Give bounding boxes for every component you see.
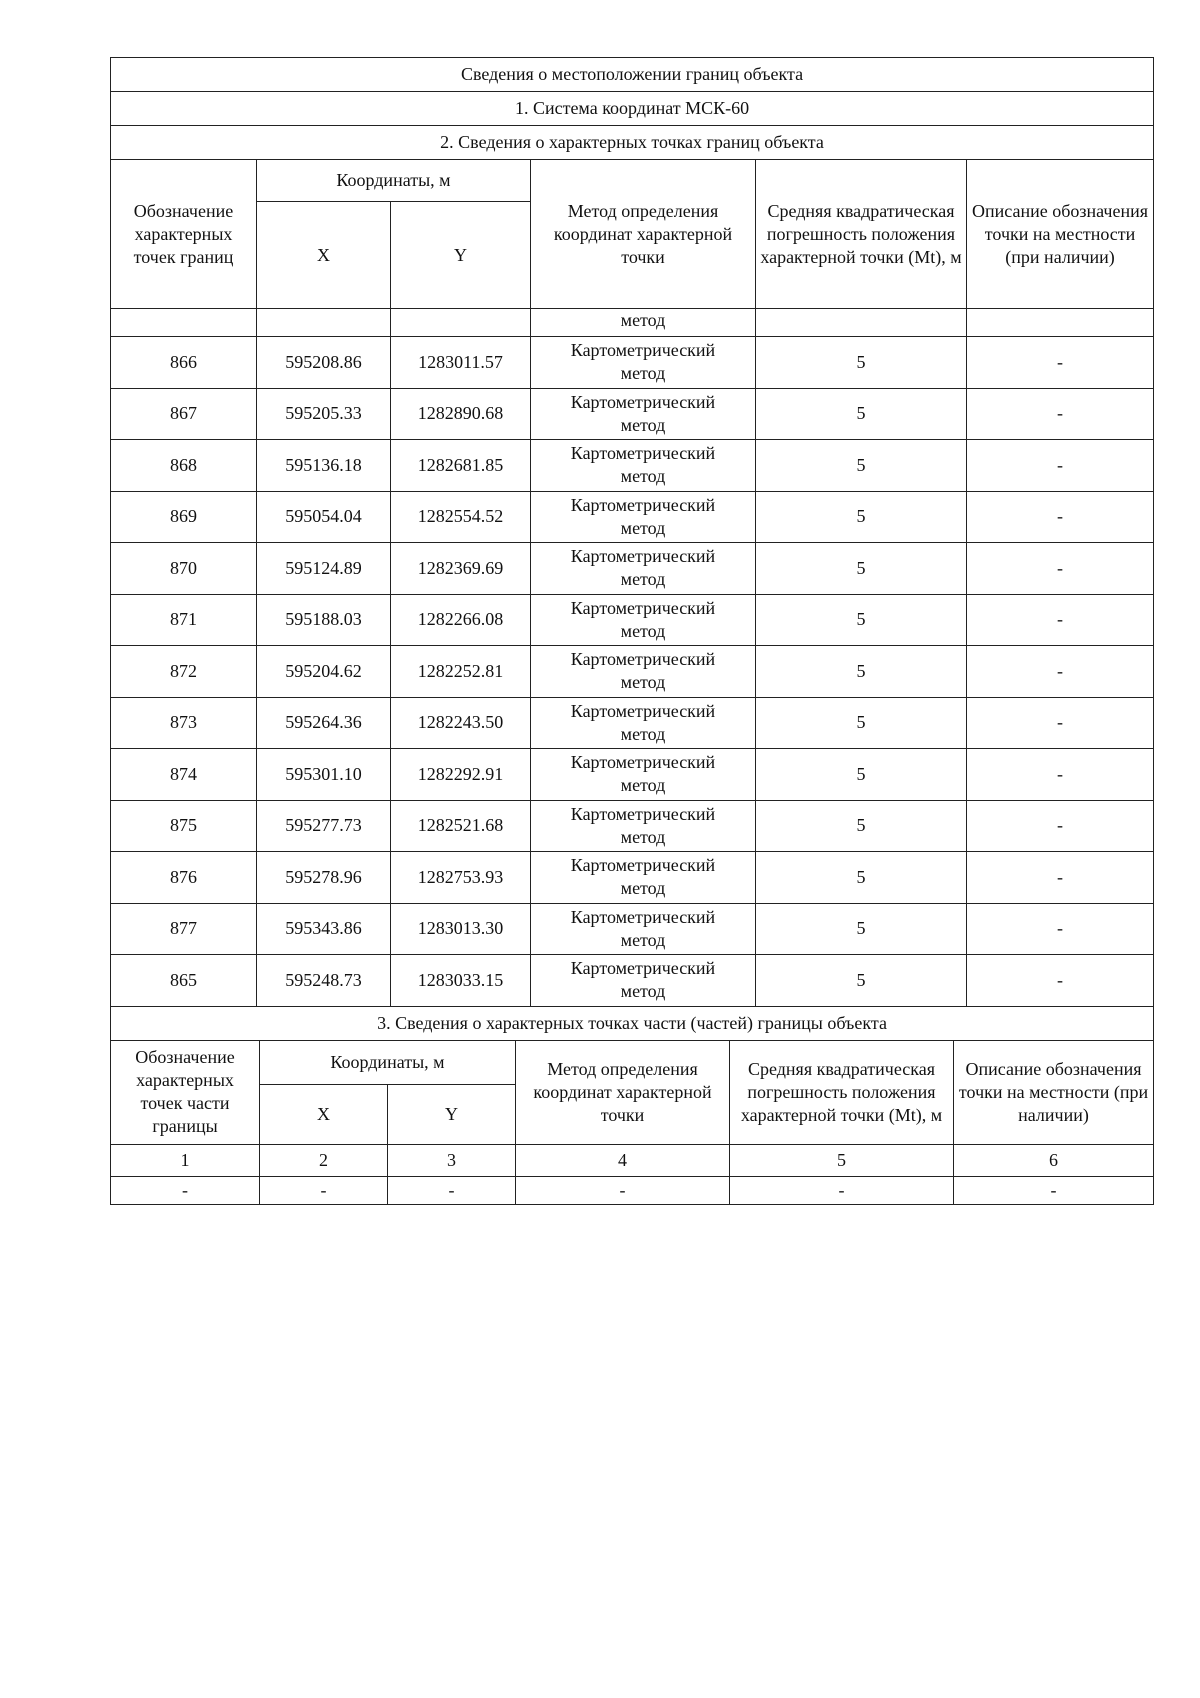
y-cell: 1282369.69 [391, 543, 531, 595]
header-x: X [257, 202, 391, 309]
method-line-1: Картометрический [570, 494, 716, 515]
description-cell: - [967, 491, 1154, 543]
error-cell: 5 [756, 337, 967, 389]
method-cell [531, 749, 756, 801]
point-cell: 867 [111, 388, 257, 440]
error-cell: 5 [756, 903, 967, 955]
method-line-1: Картометрический [570, 597, 716, 618]
table-row [111, 749, 1154, 801]
description-cell: - [967, 594, 1154, 646]
y-cell: 1282243.50 [391, 697, 531, 749]
x-cell: 595136.18 [257, 440, 391, 492]
dash-cell: - [954, 1176, 1154, 1204]
description-cell: - [967, 646, 1154, 698]
method-line-2: метод [620, 620, 666, 641]
error-cell: 5 [756, 388, 967, 440]
table-row [111, 697, 1154, 749]
description-cell: - [967, 388, 1154, 440]
method-line-2: метод [620, 672, 666, 693]
table-row [111, 491, 1154, 543]
method-cell [531, 903, 756, 955]
method-cell [531, 852, 756, 904]
method-cell [531, 337, 756, 389]
method-line-1: Картометрический [570, 649, 716, 670]
description-cell: - [967, 955, 1154, 1007]
table-row [111, 800, 1154, 852]
x-cell: 595124.89 [257, 543, 391, 595]
point-cell: 874 [111, 749, 257, 801]
method-line-2: метод [620, 981, 666, 1002]
x-cell: 595301.10 [257, 749, 391, 801]
boundary-points-table [110, 57, 1154, 1007]
header-method: Метод определения координат характерной точки [531, 160, 756, 309]
part-boundary-points-table [110, 1006, 1154, 1205]
section2-title: 2. Сведения о характерных точках границ объекта [111, 126, 1154, 160]
method-line-1: Картометрический [570, 391, 716, 412]
method-line-2: метод [620, 569, 666, 590]
method-line-1: Картометрический [570, 443, 716, 464]
x-cell: 595204.62 [257, 646, 391, 698]
header3-error: Средняя квадратическая погрешность положения характерной точки (Mt), м [730, 1040, 954, 1144]
description-cell: - [967, 903, 1154, 955]
x-cell: 595054.04 [257, 491, 391, 543]
point-cell: 875 [111, 800, 257, 852]
y-cell: 1283033.15 [391, 955, 531, 1007]
x-cell: 595264.36 [257, 697, 391, 749]
method-line-2: метод [620, 929, 666, 950]
header-error: Средняя квадратическая погрешность положения характерной точки (Mt), м [756, 160, 967, 309]
point-cell: 868 [111, 440, 257, 492]
point-cell: 876 [111, 852, 257, 904]
section-title: Сведения о местоположении границ объекта [111, 58, 1154, 92]
table-row [111, 955, 1154, 1007]
x-cell: 595278.96 [257, 852, 391, 904]
point-cell: 865 [111, 955, 257, 1007]
y-cell: 1282681.85 [391, 440, 531, 492]
method-cell [531, 491, 756, 543]
description-cell: - [967, 697, 1154, 749]
method-line-1: Картометрический [570, 803, 716, 824]
col-number: 2 [260, 1144, 388, 1176]
method-cell [531, 955, 756, 1007]
method-line-1: Картометрический [570, 906, 716, 927]
description-cell: - [967, 440, 1154, 492]
dash-cell: - [388, 1176, 516, 1204]
y-cell: 1283011.57 [391, 337, 531, 389]
description-cell: - [967, 800, 1154, 852]
col-number: 6 [954, 1144, 1154, 1176]
col-number: 1 [111, 1144, 260, 1176]
x-cell: 595343.86 [257, 903, 391, 955]
method-line-1: Картометрический [570, 752, 716, 773]
document-page [110, 57, 1153, 1205]
y-cell: 1283013.30 [391, 903, 531, 955]
point-cell: 877 [111, 903, 257, 955]
table-row [111, 543, 1154, 595]
error-cell: 5 [756, 697, 967, 749]
method-line-1: Картометрический [570, 855, 716, 876]
method-line-2: метод [620, 363, 666, 384]
header3-method: Метод определения координат характерной точки [516, 1040, 730, 1144]
y-cell: 1282890.68 [391, 388, 531, 440]
method-line-1: Картометрический [570, 340, 716, 361]
y-cell: 1282252.81 [391, 646, 531, 698]
table-row-stub [111, 309, 1154, 337]
method-cell [531, 388, 756, 440]
table-row [111, 903, 1154, 955]
method-cell [531, 543, 756, 595]
x-cell: 595277.73 [257, 800, 391, 852]
method-cell [531, 594, 756, 646]
header-point-designation: Обозначение характерных точек границ [111, 160, 257, 309]
point-cell: 866 [111, 337, 257, 389]
dash-cell: - [516, 1176, 730, 1204]
error-cell: 5 [756, 749, 967, 801]
header-coordinates: Координаты, м [257, 160, 531, 202]
header-y: Y [391, 202, 531, 309]
dash-cell: - [730, 1176, 954, 1204]
x-cell: 595205.33 [257, 388, 391, 440]
point-cell: 873 [111, 697, 257, 749]
stub-method-cell: метод [531, 309, 756, 337]
method-line-1: Картометрический [570, 700, 716, 721]
header3-description: Описание обозначения точки на местности (при наличии) [954, 1040, 1154, 1144]
table-row [111, 388, 1154, 440]
point-cell: 870 [111, 543, 257, 595]
header3-coordinates: Координаты, м [260, 1040, 516, 1084]
method-line-2: метод [620, 723, 666, 744]
x-cell: 595248.73 [257, 955, 391, 1007]
column-number-row [111, 1144, 1154, 1176]
table-row [111, 594, 1154, 646]
method-line-1: Картометрический [570, 958, 716, 979]
method-line-2: метод [620, 878, 666, 899]
method-line-2: метод [620, 775, 666, 796]
dash-cell: - [111, 1176, 260, 1204]
error-cell: 5 [756, 852, 967, 904]
header3-point-designation: Обозначение характерных точек части границы [111, 1040, 260, 1144]
method-line-2: метод [620, 517, 666, 538]
y-cell: 1282266.08 [391, 594, 531, 646]
error-cell: 5 [756, 800, 967, 852]
header3-y: Y [388, 1084, 516, 1144]
method-cell [531, 646, 756, 698]
method-cell [531, 440, 756, 492]
error-cell: 5 [756, 594, 967, 646]
point-cell: 869 [111, 491, 257, 543]
description-cell: - [967, 543, 1154, 595]
error-cell: 5 [756, 543, 967, 595]
empty-data-row [111, 1176, 1154, 1204]
method-line-2: метод [620, 414, 666, 435]
table-row [111, 852, 1154, 904]
method-cell [531, 697, 756, 749]
method-line-2: метод [620, 466, 666, 487]
x-cell: 595188.03 [257, 594, 391, 646]
table-row [111, 440, 1154, 492]
section3-title: 3. Сведения о характерных точках части (частей) границы объекта [111, 1006, 1154, 1040]
point-cell: 871 [111, 594, 257, 646]
point-cell: 872 [111, 646, 257, 698]
coord-system-title: 1. Система координат МСК-60 [111, 92, 1154, 126]
error-cell: 5 [756, 491, 967, 543]
x-cell: 595208.86 [257, 337, 391, 389]
col-number: 5 [730, 1144, 954, 1176]
table-row [111, 337, 1154, 389]
y-cell: 1282554.52 [391, 491, 531, 543]
header-description: Описание обозначения точки на местности (при наличии) [967, 160, 1154, 309]
table-row [111, 646, 1154, 698]
dash-cell: - [260, 1176, 388, 1204]
description-cell: - [967, 852, 1154, 904]
error-cell: 5 [756, 646, 967, 698]
y-cell: 1282292.91 [391, 749, 531, 801]
method-line-1: Картометрический [570, 546, 716, 567]
col-number: 3 [388, 1144, 516, 1176]
description-cell: - [967, 749, 1154, 801]
y-cell: 1282753.93 [391, 852, 531, 904]
method-line-2: метод [620, 826, 666, 847]
error-cell: 5 [756, 955, 967, 1007]
description-cell: - [967, 337, 1154, 389]
col-number: 4 [516, 1144, 730, 1176]
y-cell: 1282521.68 [391, 800, 531, 852]
error-cell: 5 [756, 440, 967, 492]
method-cell [531, 800, 756, 852]
header3-x: X [260, 1084, 388, 1144]
